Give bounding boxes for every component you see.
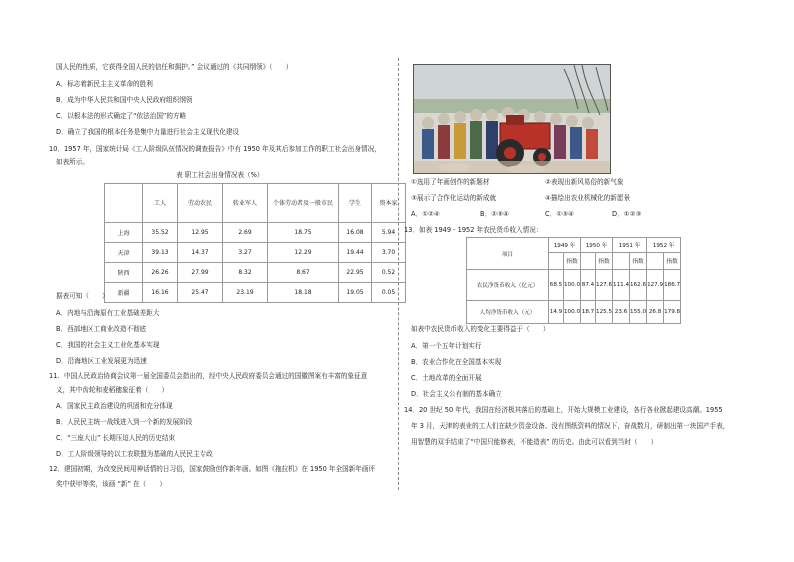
table-cell: 179.8 bbox=[664, 301, 681, 324]
table-header-cell bbox=[581, 253, 596, 270]
table-header-cell bbox=[549, 253, 564, 270]
table-cell: 人均净货币收入（元） bbox=[467, 301, 549, 324]
table-cell: 农民净货币收入（亿元） bbox=[467, 270, 549, 301]
occupation-origin-table bbox=[104, 183, 406, 303]
table-cell: 186.7 bbox=[664, 270, 681, 301]
table-cell: 18.7 bbox=[581, 301, 596, 324]
q10-option-c: C．我国的社会主义工业化基本实现 bbox=[56, 341, 160, 349]
table-cell: 2.69 bbox=[223, 223, 268, 243]
q12-statement-4: ④描绘出农业机械化的新愿景 bbox=[545, 194, 631, 202]
table-cell: 3.27 bbox=[223, 243, 268, 263]
table-cell: 陕西 bbox=[105, 263, 143, 283]
table-cell: 0.52 bbox=[372, 263, 406, 283]
table-cell: 100.0 bbox=[564, 301, 581, 324]
table-cell: 18.18 bbox=[268, 283, 339, 303]
table-header-cell: 1952 年 bbox=[647, 238, 681, 253]
table-header-cell bbox=[647, 253, 664, 270]
table-cell: 19.44 bbox=[339, 243, 372, 263]
table-row bbox=[105, 223, 406, 243]
q10-stem-line2: 如表所示。 bbox=[56, 158, 89, 166]
q12-statement-3: ③展示了合作化运动的新成就 bbox=[411, 194, 497, 202]
q11-option-d: D．工人阶级领导的以工农联盟为基础的人民民主专政 bbox=[56, 450, 213, 458]
table-header-cell: 学生 bbox=[339, 184, 372, 223]
table-cell: 16.16 bbox=[143, 283, 178, 303]
q12-stem-line2: 奖中获甲等奖，该画 “新” 在（ ） bbox=[56, 480, 166, 488]
table-cell: 14.37 bbox=[178, 243, 223, 263]
q13-option-c: C．土地改革的全面开展 bbox=[411, 374, 482, 382]
table-cell: 8.32 bbox=[223, 263, 268, 283]
table-cell: 155.0 bbox=[630, 301, 647, 324]
q9-option-b: B．成为中华人民共和国中央人民政府组织纲领 bbox=[56, 96, 193, 104]
table-cell: 100.0 bbox=[564, 270, 581, 301]
q11-option-c: C．“三座大山” 长期压迫人民的历史结束 bbox=[56, 434, 176, 442]
table-cell: 0.05 bbox=[372, 283, 406, 303]
table-cell: 22.95 bbox=[339, 263, 372, 283]
table-cell: 27.99 bbox=[178, 263, 223, 283]
table-row bbox=[467, 301, 681, 324]
table-cell: 14.9 bbox=[549, 301, 564, 324]
table-cell: 111.4 bbox=[613, 270, 630, 301]
q12-stem-line1: 12．建国初期，为改变民间用神话情的日习俗，国家鼓励创作新年画。如图《拖拉机》在 1950 年全国新年画评 bbox=[49, 465, 376, 473]
table-cell: 18.75 bbox=[268, 223, 339, 243]
q12-option-a: A．①②④ bbox=[411, 210, 440, 218]
table-cell: 68.5 bbox=[549, 270, 564, 301]
table-header-cell: 项目 bbox=[467, 238, 549, 270]
table-cell: 3.70 bbox=[372, 243, 406, 263]
table-header-cell: 1951 年 bbox=[613, 238, 647, 253]
table-header-cell: 资本家 bbox=[372, 184, 406, 223]
table-cell: 23.6 bbox=[613, 301, 630, 324]
table-cell: 35.52 bbox=[143, 223, 178, 243]
table-header-cell bbox=[613, 253, 630, 270]
table-cell: 23.19 bbox=[223, 283, 268, 303]
q11-stem-line2: 义，其中齿轮和麦稻穗象征着（ ） bbox=[56, 386, 169, 394]
table-cell: 天津 bbox=[105, 243, 143, 263]
table-cell: 127.6 bbox=[596, 270, 613, 301]
table-header-row bbox=[467, 238, 681, 253]
q13-option-a: A．第一个五年计划实行 bbox=[411, 342, 482, 350]
q11-stem-line1: 11．中国人民政治协商会议第一届全国委员会指出的，经中央人民政府委员会通过的国徽图案有丰富的象征意 bbox=[49, 372, 368, 380]
farmer-income-table bbox=[466, 237, 681, 324]
q10-option-b: B．西部地区工商业改造不彻底 bbox=[56, 325, 147, 333]
table-cell: 127.9 bbox=[647, 270, 664, 301]
table-header-cell: 指数 bbox=[564, 253, 581, 270]
table-header-cell: 指数 bbox=[630, 253, 647, 270]
table-cell: 8.67 bbox=[268, 263, 339, 283]
table-cell: 162.6 bbox=[630, 270, 647, 301]
q14-line1: 14．20 世纪 50 年代，我国在经济极其落后的基础上，开始大规模工业建设，各行各业掀起建设高潮。1955 bbox=[404, 406, 723, 414]
table-cell: 12.95 bbox=[178, 223, 223, 243]
q13-stem: 13．如表 1949 - 1952 年农民货币收入情况： bbox=[404, 226, 543, 234]
q13-option-d: D．社会主义公有制的基本确立 bbox=[411, 390, 502, 398]
q9-option-c: C．以根本法的形式确定了“依法治国”的方略 bbox=[56, 112, 187, 120]
table-cell: 39.13 bbox=[143, 243, 178, 263]
table-cell: 12.29 bbox=[268, 243, 339, 263]
table-cell: 26.26 bbox=[143, 263, 178, 283]
table-header-cell: 1950 年 bbox=[581, 238, 613, 253]
table-cell: 新疆 bbox=[105, 283, 143, 303]
table-cell: 26.8 bbox=[647, 301, 664, 324]
q10-option-a: A．内地与沿海原有工业基础差距大 bbox=[56, 309, 160, 317]
table-header-cell: 1949 年 bbox=[549, 238, 581, 253]
table1-caption: 表 职工社会出身情况表（%） bbox=[176, 171, 264, 179]
q9-intro-text: 国人民的性质，它获得全国人民的信任和拥护。” 会议通过的《共同纲领》（ ） bbox=[56, 63, 293, 71]
table-header-cell: 个体劳动者及一般市民 bbox=[268, 184, 339, 223]
table-row bbox=[105, 263, 406, 283]
q10-after-text: 据表可知（ ） bbox=[56, 292, 109, 300]
q12-option-c: C．①③④ bbox=[545, 210, 574, 218]
table-header-cell: 指数 bbox=[664, 253, 681, 270]
table-header-cell: 转业军人 bbox=[223, 184, 268, 223]
table-row bbox=[467, 270, 681, 301]
q11-option-a: A．国家民主政治建设的巩固和充分体现 bbox=[56, 402, 173, 410]
q11-option-b: B．人民民主统一战线进入到一个新的发展阶段 bbox=[56, 418, 193, 426]
table-header-cell: 指数 bbox=[596, 253, 613, 270]
table-header-cell bbox=[105, 184, 143, 223]
q13-after-text: 如表中农民货币收入的变化主要得益于（ ） bbox=[411, 325, 550, 333]
q14-line2: 年 3 月，天津的表业的工人们在缺少资金设备、没有图纸资料的情况下，奋战数月，研制出第一块国产手表， bbox=[411, 422, 730, 430]
tractor-poster-illustration bbox=[414, 65, 610, 173]
q12-statement-2: ②表现出新风易俗的新气象 bbox=[545, 178, 624, 186]
q14-line3: 用智慧的双手结束了“中国只能修表，不能造表” 的历史。由此可以看到当时（ ） bbox=[411, 438, 658, 446]
table-header-cell: 工人 bbox=[143, 184, 178, 223]
table-header-cell: 劳动农民 bbox=[178, 184, 223, 223]
table-row bbox=[105, 283, 406, 303]
q12-option-b: B．②③④ bbox=[480, 210, 509, 218]
table-cell: 25.47 bbox=[178, 283, 223, 303]
q12-option-d: D．①②③ bbox=[612, 210, 642, 218]
q9-option-a: A．标志着新民主主义革命的胜利 bbox=[56, 80, 153, 88]
table-cell: 5.94 bbox=[372, 223, 406, 243]
table-header-row bbox=[105, 184, 406, 223]
tractor-poster-image bbox=[413, 64, 611, 174]
table-cell: 16.08 bbox=[339, 223, 372, 243]
table-cell: 87.4 bbox=[581, 270, 596, 301]
table-row bbox=[105, 243, 406, 263]
q9-option-d: D．确立了我国的根本任务是集中力量进行社会主义现代化建设 bbox=[56, 128, 240, 136]
q10-stem-line1: 10．1957 年，国家统计局《工人阶级队伍情况的调查报告》中有 1950 年及其后参加工作的职工社会出身情况， bbox=[49, 145, 381, 153]
table-cell: 上海 bbox=[105, 223, 143, 243]
q12-statement-1: ①选用了年画创作的新题材 bbox=[411, 178, 490, 186]
q10-option-d: D．沿海地区工业发展更为迅速 bbox=[56, 357, 147, 365]
table-cell: 125.5 bbox=[596, 301, 613, 324]
table-cell: 19.05 bbox=[339, 283, 372, 303]
q13-option-b: B．农业合作化在全国基本实现 bbox=[411, 358, 502, 366]
